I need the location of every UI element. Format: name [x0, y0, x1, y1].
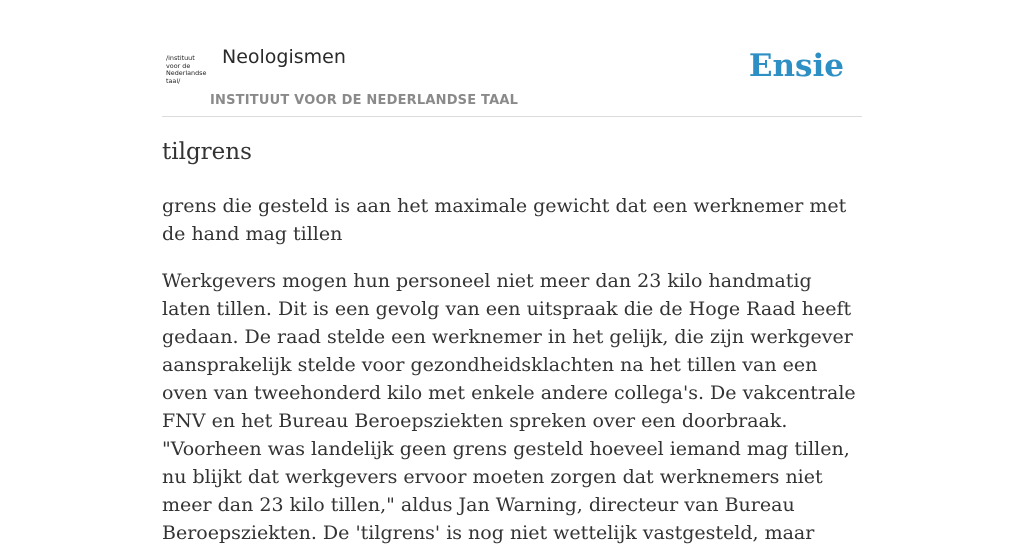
page-header — [162, 40, 862, 117]
entry-definition: grens die gesteld is aan het maximale gewicht dat een werknemer met de hand mag tillen — [162, 195, 847, 245]
logo-line: Nederlandse — [166, 69, 207, 77]
site-title[interactable]: Neologismen — [222, 46, 346, 68]
ivdnt-logo[interactable] — [166, 55, 208, 85]
entry-example-quote: Werkgevers mogen hun personeel niet meer dan 23 kilo handmatig laten tillen. Dit is een gevolg van een uitspraak die de Hoge Raad heeft gedaan. De raad stelde een werknemer in het gelijk, die zijn werkgever aansprakelijk stelde voor gezondheidsklachten na het tillen van een oven van tweehonderd kilo met enkele andere collega's. De vakcentrale FNV en het Bureau Beroepsziekten spreken over een doorbraak. "Voorheen was landelijk geen grens gesteld hoeveel iemand mag tillen, nu blijkt dat werkgevers ervoor moeten zorgen dat werknemers niet meer dan 23 kilo tillen," aldus Jan Warning, directeur van Bureau Beroepsziekten. De 'tilgrens' is nog niet wettelijk vastgesteld, maar — [162, 270, 856, 544]
site-subtitle: INSTITUUT VOOR DE NEDERLANDSE TAAL — [210, 93, 519, 108]
logo-line: /instituut — [166, 54, 195, 62]
entry-term: tilgrens — [162, 139, 252, 165]
logo-line: voor de — [166, 61, 191, 70]
ensie-brand-link[interactable]: Ensie — [748, 48, 844, 84]
logo-line: taal/ — [166, 76, 181, 85]
